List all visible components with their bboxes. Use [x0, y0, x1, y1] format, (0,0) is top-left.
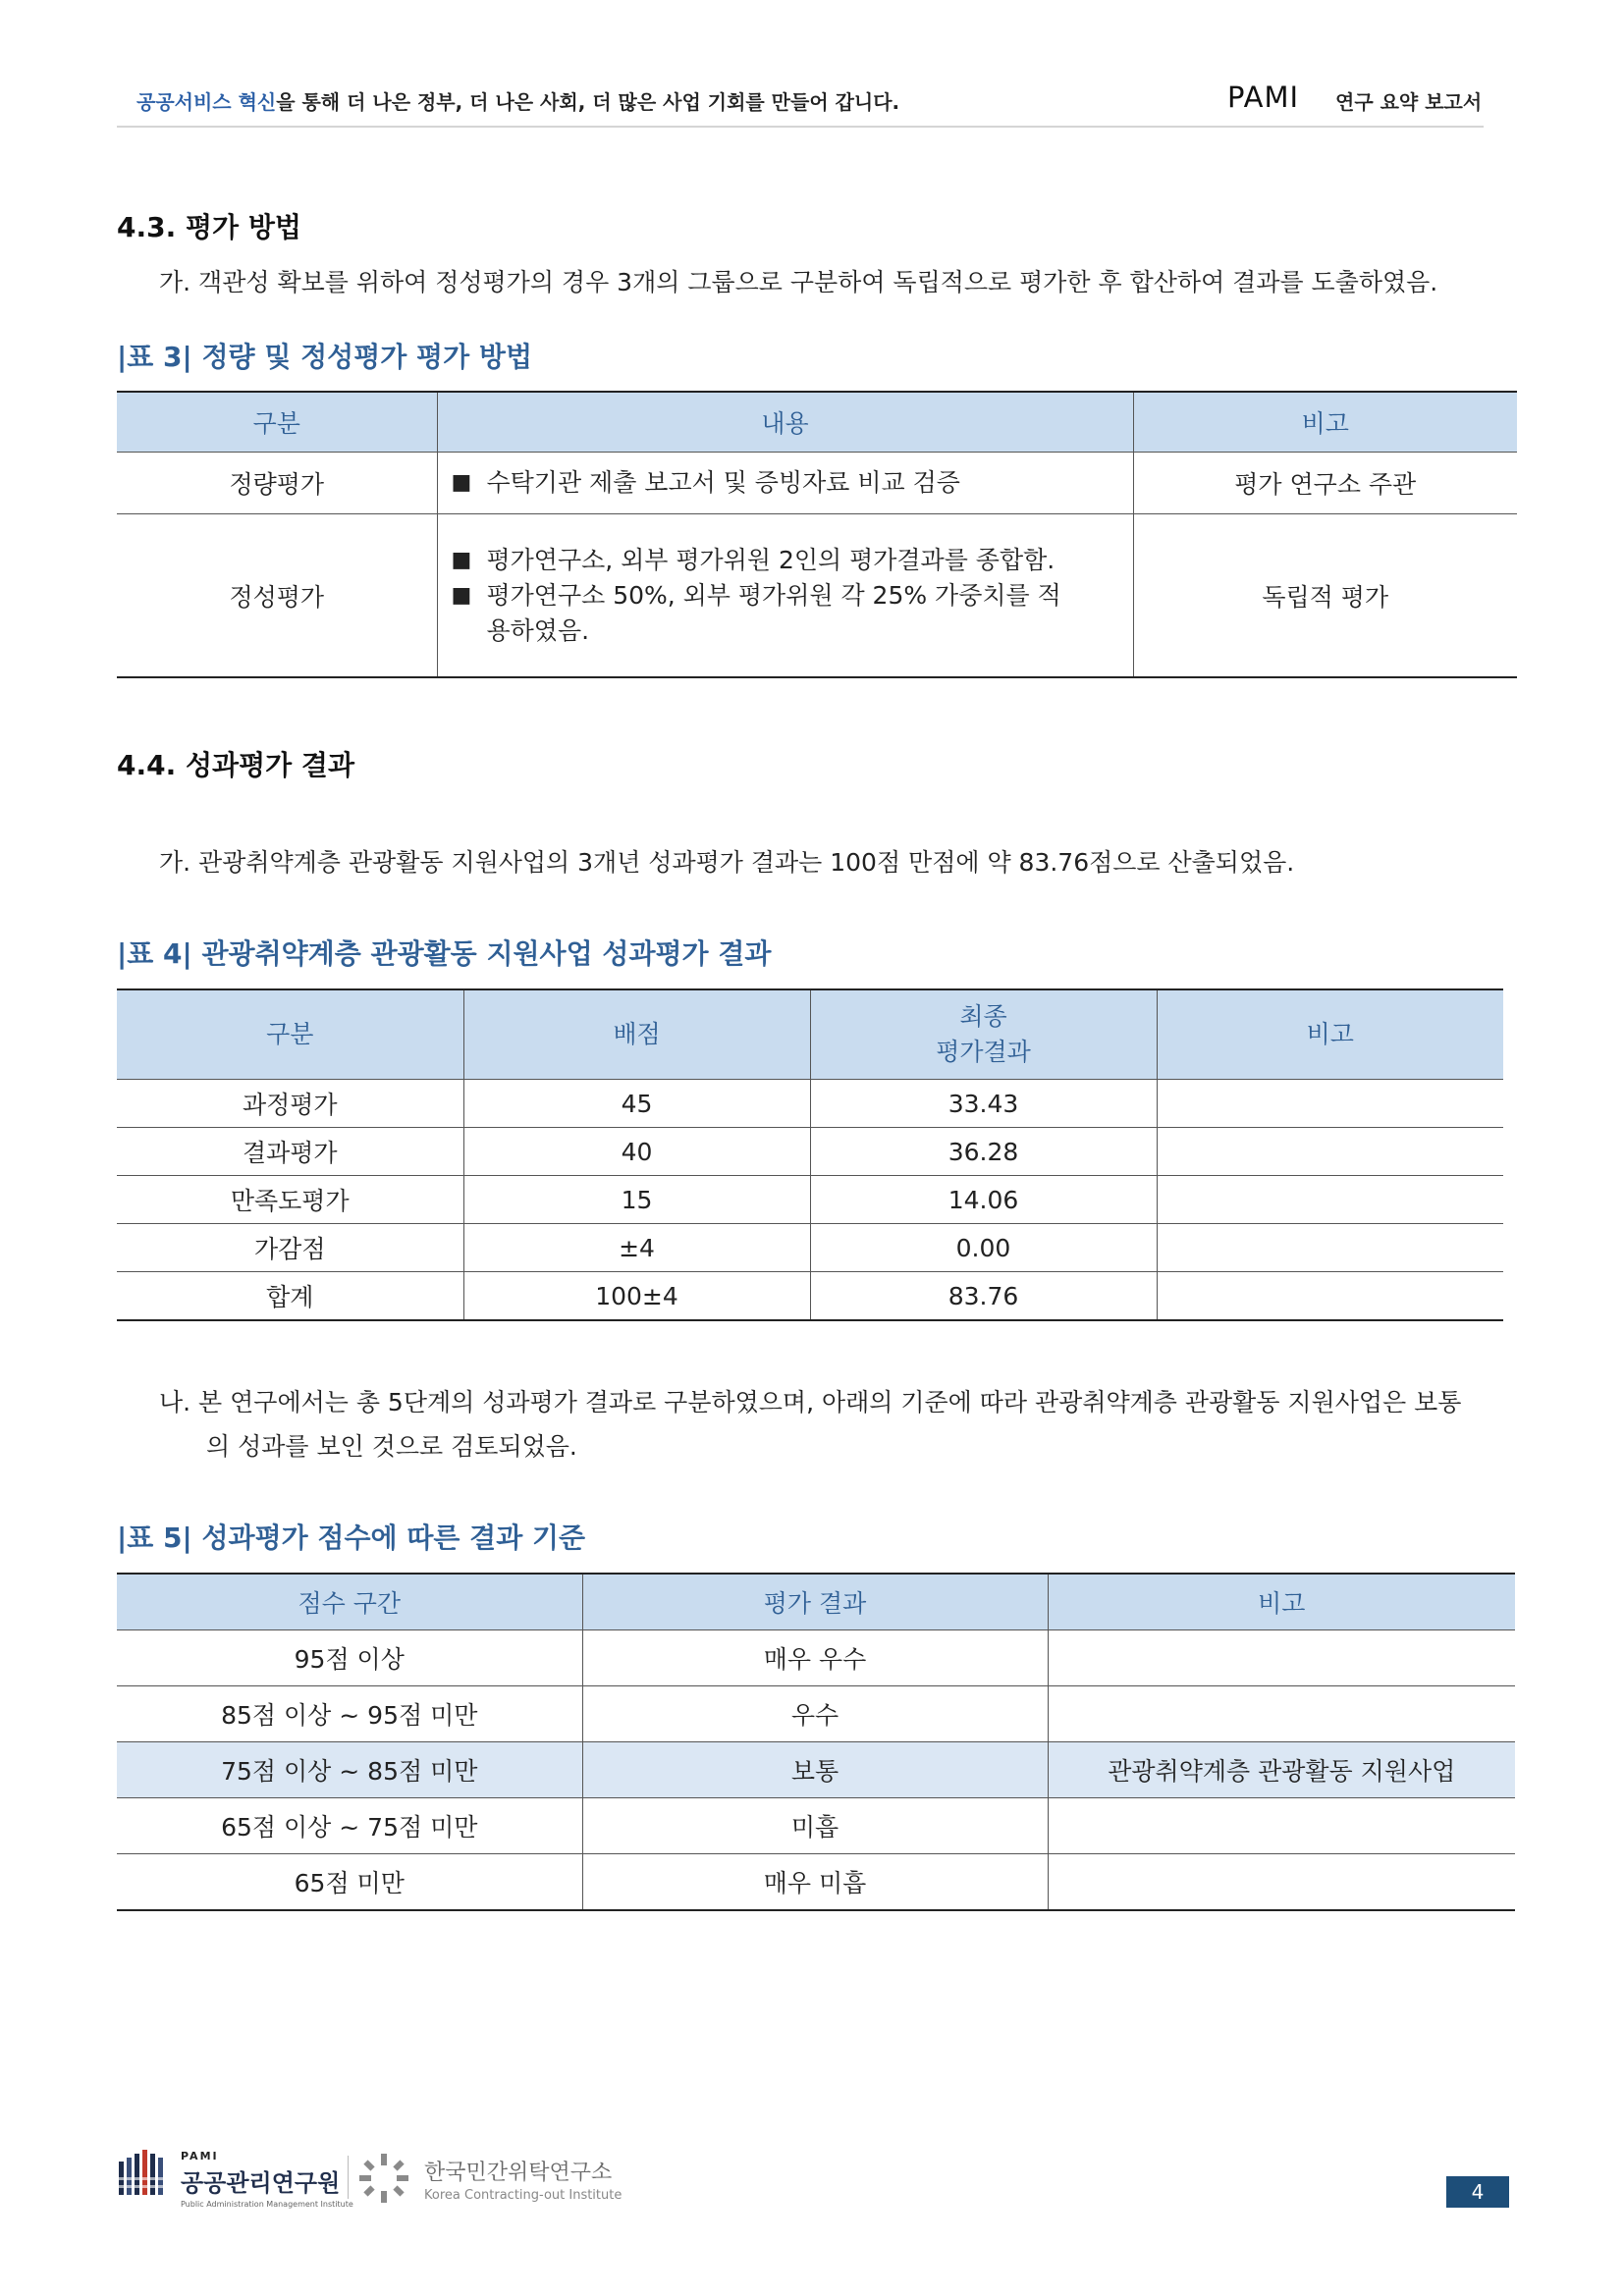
table-row — [117, 1176, 1503, 1224]
table-cell: 독립적 평가 — [1133, 514, 1517, 678]
table-cell — [1157, 1272, 1503, 1321]
table-performance-result — [117, 988, 1503, 1321]
kci-org-title: 한국민간위탁연구소 — [424, 2161, 613, 2185]
table-row — [117, 1686, 1515, 1742]
slogan-rest: 을 통해 더 나은 정부, 더 나은 사회, 더 많은 사업 기회를 만들어 갑니다. — [276, 90, 900, 114]
pami-org-title: 공공관리연구원 — [181, 2169, 341, 2197]
table-row — [117, 1854, 1515, 1911]
table-cell — [1048, 1854, 1515, 1911]
table-cell: 65점 미만 — [117, 1854, 582, 1911]
header-report-type: 연구 요약 보고서 — [1335, 90, 1483, 114]
table-score-criteria — [117, 1573, 1515, 1911]
table-cell: 33.43 — [810, 1080, 1157, 1128]
kci-org-subtitle: Korea Contracting-out Institute — [424, 2188, 623, 2203]
paragraph-4-4-ga: 가. 관광취약계층 관광활동 지원사업의 3개년 성과평가 결과는 100점 만점에 약 83.76점으로 산출되었음. — [159, 848, 1295, 877]
table-cell: 85점 이상 ~ 95점 미만 — [117, 1686, 582, 1742]
table-cell: 정성평가 — [117, 514, 437, 678]
table-header-row — [117, 989, 1503, 1080]
pami-small-label: PAMI — [181, 2150, 219, 2163]
table-row — [117, 1128, 1503, 1176]
table5-caption: |표 5| 성과평가 점수에 따른 결과 기준 — [117, 1522, 586, 1554]
table4-caption: |표 4| 관광취약계층 관광활동 지원사업 성과평가 결과 — [117, 937, 772, 970]
table-header-row — [117, 392, 1517, 453]
table-cell: 14.06 — [810, 1176, 1157, 1224]
table-cell: 결과평가 — [117, 1128, 463, 1176]
table-header-cell: 비고 — [1048, 1574, 1515, 1630]
table-cell: 과정평가 — [117, 1080, 463, 1128]
header-brand: PAMI — [1227, 80, 1300, 114]
table-cell: 75점 이상 ~ 85점 미만 — [117, 1742, 582, 1798]
paragraph-line: 나. 본 연구에서는 총 5단계의 성과평가 결과로 구분하였으며, 아래의 기준에 따라 관광취약계층 관광활동 지원사업은 보통 — [159, 1388, 1462, 1416]
bullet-text: 평가연구소, 외부 평가위원 2인의 평가결과를 종합함. — [486, 545, 1056, 574]
page-number: 4 — [1446, 2176, 1509, 2208]
table-row — [117, 1272, 1503, 1321]
table-cell: 미흡 — [582, 1798, 1048, 1854]
table-cell: 관광취약계층 관광활동 지원사업 — [1048, 1742, 1515, 1798]
paragraph-4-3-ga: 가. 객관성 확보를 위하여 정성평가의 경우 3개의 그룹으로 구분하여 독립적으로 평가한 후 합산하여 결과를 도출하였음. — [159, 268, 1438, 296]
table-header-cell: 평가 결과 — [582, 1574, 1048, 1630]
table-cell: 15 — [463, 1176, 810, 1224]
table-row — [117, 514, 1517, 678]
table-header-cell — [810, 989, 1157, 1080]
table-cell — [1048, 1630, 1515, 1686]
table-row — [117, 1080, 1503, 1128]
table-cell — [1157, 1128, 1503, 1176]
table-cell — [1048, 1798, 1515, 1854]
table-cell: 평가 연구소 주관 — [1133, 453, 1517, 514]
square-bullet-icon: ■ — [451, 547, 472, 572]
pami-org-subtitle: Public Administration Management Institute — [181, 2200, 353, 2209]
table-header-cell: 비고 — [1133, 392, 1517, 453]
header-line: 최종 — [959, 1002, 1007, 1031]
table-row — [117, 453, 1517, 514]
table-cell: 가감점 — [117, 1224, 463, 1272]
table-row — [117, 1798, 1515, 1854]
table-cell — [1157, 1224, 1503, 1272]
table-header-cell: 비고 — [1157, 989, 1503, 1080]
bullet-item — [452, 578, 1133, 649]
table-header-cell: 구분 — [117, 989, 463, 1080]
table-row — [117, 1630, 1515, 1686]
table-cell: 0.00 — [810, 1224, 1157, 1272]
bullet-item — [452, 543, 1133, 578]
table-cell-content — [437, 514, 1133, 678]
table-header-row — [117, 1574, 1515, 1630]
table-cell: 매우 우수 — [582, 1630, 1048, 1686]
table-header-cell: 점수 구간 — [117, 1574, 582, 1630]
table-cell: 매우 미흡 — [582, 1854, 1048, 1911]
table-cell: 정량평가 — [117, 453, 437, 514]
slogan-highlight: 공공서비스 혁신 — [136, 90, 277, 114]
table-cell: 합계 — [117, 1272, 463, 1321]
section-heading-4-4: 4.4. 성과평가 결과 — [117, 749, 355, 781]
table-cell-content — [437, 453, 1133, 514]
table-cell: 95점 이상 — [117, 1630, 582, 1686]
square-bullet-icon: ■ — [451, 470, 472, 495]
pami-logo-icon — [117, 2148, 171, 2199]
table-cell: 만족도평가 — [117, 1176, 463, 1224]
table-cell — [1157, 1176, 1503, 1224]
table-cell: 우수 — [582, 1686, 1048, 1742]
paragraph-4-4-na — [159, 1380, 1461, 1468]
table-row-highlighted — [117, 1742, 1515, 1798]
table-header-cell: 구분 — [117, 392, 437, 453]
paragraph-line: 의 성과를 보인 것으로 검토되었음. — [206, 1432, 577, 1461]
table-cell: 83.76 — [810, 1272, 1157, 1321]
section-heading-4-3: 4.3. 평가 방법 — [117, 211, 301, 243]
table-row — [117, 1224, 1503, 1272]
bullet-item — [452, 465, 1133, 501]
kci-org-name — [424, 2156, 622, 2203]
table-cell: ±4 — [463, 1224, 810, 1272]
table-cell: 보통 — [582, 1742, 1048, 1798]
pami-org-name — [181, 2150, 353, 2209]
table-cell: 40 — [463, 1128, 810, 1176]
table-cell: 65점 이상 ~ 75점 미만 — [117, 1798, 582, 1854]
kci-logo-icon — [357, 2152, 410, 2205]
table3-caption: |표 3| 정량 및 정성평가 평가 방법 — [117, 341, 533, 373]
table-cell: 45 — [463, 1080, 810, 1128]
table-cell — [1048, 1686, 1515, 1742]
table-cell — [1157, 1080, 1503, 1128]
page-header — [117, 79, 1484, 128]
square-bullet-icon: ■ — [451, 582, 472, 608]
table-header-cell: 내용 — [437, 392, 1133, 453]
header-line: 평가결과 — [936, 1038, 1031, 1066]
bullet-text: 수탁기관 제출 보고서 및 증빙자료 비교 검증 — [486, 468, 960, 497]
table-header-cell: 배점 — [463, 989, 810, 1080]
bullet-text: 평가연구소 50%, 외부 평가위원 각 25% 가중치를 적용하였음. — [486, 580, 1061, 645]
table-evaluation-method — [117, 391, 1517, 678]
header-slogan — [136, 86, 899, 115]
table-cell: 100±4 — [463, 1272, 810, 1321]
footer-divider — [348, 2156, 349, 2199]
table-cell: 36.28 — [810, 1128, 1157, 1176]
